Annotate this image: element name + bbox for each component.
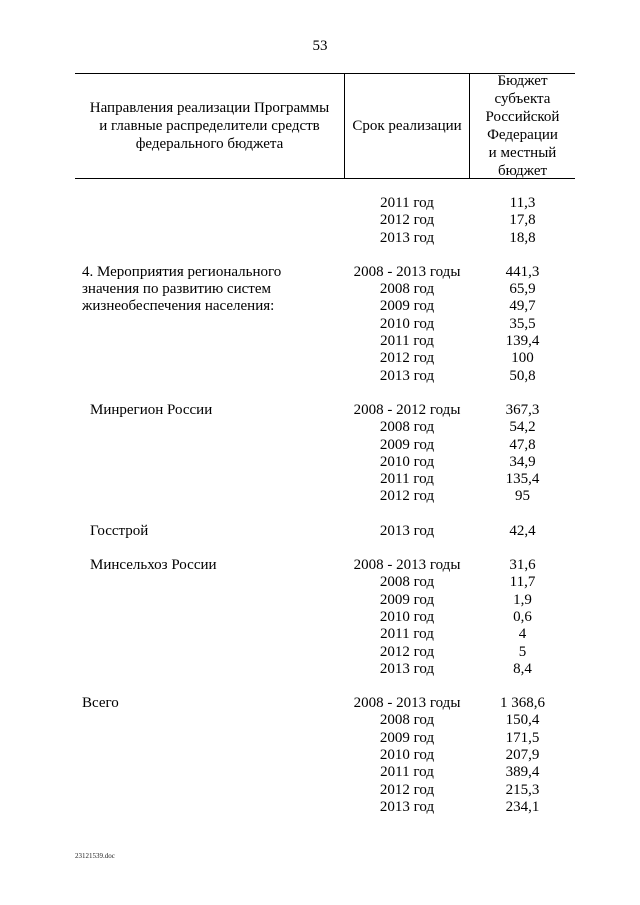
- budget-value-cell: 95: [515, 488, 530, 505]
- table-row: [0, 471, 640, 488]
- header-period-text: Срок реализации: [352, 117, 462, 134]
- period-cell: 2011 год: [380, 764, 434, 781]
- table-row: [0, 402, 640, 419]
- period-cell: 2008 - 2012 годы: [353, 401, 461, 418]
- period-cell: 2009 год: [379, 729, 435, 746]
- table-row: [0, 695, 640, 712]
- budget-value-cell: 367,3: [505, 401, 540, 418]
- group-label: Минсельхоз России: [90, 557, 217, 574]
- period-cell: 2008 - 2013 годы: [353, 695, 461, 712]
- table-row: [0, 574, 640, 591]
- budget-value-cell: 17,8: [509, 212, 536, 229]
- period-cell: 2013 год: [379, 229, 435, 246]
- table-group: [0, 402, 640, 506]
- table-row: [0, 350, 640, 367]
- table-group: [0, 264, 640, 385]
- table-row: [0, 782, 640, 799]
- period-cell: 2010 год: [379, 453, 435, 470]
- period-cell: 2012 год: [379, 781, 435, 798]
- period-cell: 2008 - 2013 годы: [353, 263, 461, 280]
- table-group: [0, 557, 640, 678]
- budget-value-cell: 35,5: [509, 315, 536, 332]
- table-row: [0, 454, 640, 471]
- budget-value-cell: 0,6: [513, 608, 532, 625]
- period-cell: 2011 год: [380, 471, 434, 488]
- table-body: [0, 195, 640, 833]
- period-cell: 2011 год: [380, 626, 434, 643]
- table-row: [0, 764, 640, 781]
- budget-value-cell: 207,9: [505, 747, 540, 764]
- table-row: [0, 661, 640, 678]
- table-group: [0, 195, 640, 247]
- table-row: [0, 644, 640, 661]
- table-row: [0, 195, 640, 212]
- page-number: 53: [312, 38, 328, 54]
- table-row: [0, 298, 640, 315]
- table-row: [0, 230, 640, 247]
- header-period: [345, 73, 469, 178]
- budget-value-cell: 11,7: [509, 574, 536, 591]
- table-row: [0, 316, 640, 333]
- period-cell: 2008 год: [379, 419, 435, 436]
- budget-value-cell: 100: [511, 350, 534, 367]
- budget-value-cell: 441,3: [505, 263, 540, 280]
- period-cell: 2011 год: [380, 195, 434, 211]
- table-row: [0, 437, 640, 454]
- table-row: [0, 730, 640, 747]
- period-cell: 2013 год: [379, 798, 435, 815]
- period-cell: 2010 год: [379, 747, 435, 764]
- header-budget-text: Бюджет субъекта Российской Федерации и местный бюджет: [485, 72, 560, 179]
- budget-value-cell: 1,9: [513, 591, 532, 608]
- period-cell: 2009 год: [379, 298, 435, 315]
- header-directions-text: Направления реализации Программы и главные распределители средств федерального бюджета: [89, 99, 330, 152]
- budget-value-cell: 8,4: [513, 660, 532, 677]
- budget-value-cell: 4: [518, 626, 527, 643]
- period-cell: 2013 год: [379, 367, 435, 384]
- group-label: Госстрой: [90, 522, 149, 539]
- budget-value-cell: 47,8: [509, 436, 536, 453]
- period-cell: 2011 год: [380, 333, 434, 350]
- table-row: [0, 368, 640, 385]
- period-cell: 2008 год: [379, 574, 435, 591]
- budget-value-cell: 150,4: [505, 712, 540, 729]
- period-cell: 2012 год: [379, 350, 435, 367]
- budget-value-cell: 34,9: [509, 453, 536, 470]
- budget-value-cell: 42,4: [509, 522, 536, 539]
- period-cell: 2009 год: [379, 591, 435, 608]
- table-row: [0, 609, 640, 626]
- period-cell: 2013 год: [379, 522, 435, 539]
- group-label: Всего: [82, 695, 119, 712]
- table-row: [0, 419, 640, 436]
- table-row: [0, 281, 640, 298]
- period-cell: 2008 год: [379, 712, 435, 729]
- period-cell: 2008 год: [379, 281, 435, 298]
- table-row: [0, 626, 640, 643]
- table-row: [0, 333, 640, 350]
- table-row: [0, 712, 640, 729]
- budget-value-cell: 135,4: [505, 471, 540, 488]
- budget-value-cell: 5: [518, 643, 527, 660]
- period-cell: 2012 год: [379, 212, 435, 229]
- budget-value-cell: 18,8: [509, 229, 536, 246]
- budget-value-cell: 50,8: [509, 367, 536, 384]
- budget-value-cell: 234,1: [505, 798, 540, 815]
- period-cell: 2009 год: [379, 436, 435, 453]
- budget-value-cell: 11,3: [509, 195, 536, 211]
- budget-value-cell: 215,3: [505, 781, 540, 798]
- table-group: [0, 695, 640, 816]
- period-cell: 2010 год: [379, 315, 435, 332]
- table-row: [0, 523, 640, 540]
- budget-value-cell: 389,4: [505, 764, 540, 781]
- budget-value-cell: 1 368,6: [500, 695, 545, 712]
- table-row: [0, 799, 640, 816]
- budget-value-cell: 31,6: [509, 557, 536, 574]
- period-cell: 2010 год: [379, 608, 435, 625]
- table-row: [0, 747, 640, 764]
- budget-value-cell: 54,2: [509, 419, 536, 436]
- header-budget: [470, 73, 575, 178]
- group-label: 4. Мероприятия регионального значения по развитию систем жизнеобеспечения населения:: [82, 263, 282, 315]
- table-row: [0, 557, 640, 574]
- period-cell: 2012 год: [379, 488, 435, 505]
- table-row: [0, 264, 640, 281]
- period-cell: 2012 год: [379, 643, 435, 660]
- budget-value-cell: 171,5: [505, 729, 540, 746]
- budget-value-cell: 49,7: [509, 298, 536, 315]
- table-row: [0, 488, 640, 505]
- period-cell: 2013 год: [379, 660, 435, 677]
- document-footer: 23121539.doc: [75, 852, 115, 860]
- table-row: [0, 212, 640, 229]
- group-label: Минрегион России: [90, 401, 213, 418]
- budget-value-cell: 139,4: [505, 333, 540, 350]
- period-cell: 2008 - 2013 годы: [353, 557, 461, 574]
- table-row: [0, 592, 640, 609]
- header-bottom-rule: [75, 178, 575, 179]
- budget-value-cell: 65,9: [509, 281, 536, 298]
- table-group: [0, 523, 640, 540]
- header-directions: [75, 73, 344, 178]
